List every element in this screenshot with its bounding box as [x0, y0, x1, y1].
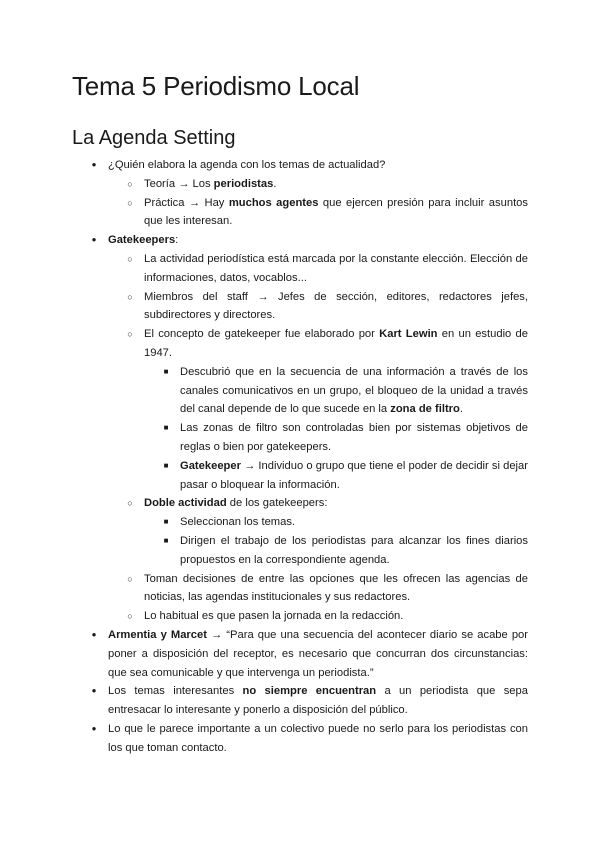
- document-body: [72, 156, 528, 758]
- list-item: ● ¿Quién elabora la agenda con los temas de actualidad? ○ Teoría → Los periodistas. ○ Práctica → Hay muchos agentes que ejercen presión para incluir asuntos que les interesan.: [108, 156, 528, 231]
- sub-sub-list: [144, 363, 528, 495]
- list-item: ○ Toman decisiones de entre las opciones que les ofrecen las agencias de noticias, las agendas institucionales y sus redactores.: [144, 570, 528, 608]
- list-item: ○ Doble actividad de los gatekeepers: ■ Seleccionan los temas. ■ Dirigen el trabajo de los periodistas para alcanzar los fines diarios propuestos en la correspondiente agenda.: [144, 494, 528, 569]
- list-item: ○ Teoría → Los periodistas.: [144, 175, 528, 194]
- list-item: ● Gatekeepers: ○ La actividad periodística está marcada por la constante elección. Elección de informaciones, datos, vocablos... ○ Miembros del staff → Jefes de sección, editores, redactores jefes, subdirectores y directores. ○ El concepto de gatekeeper fue elaborado por Kart Lewin en un estudio de 1947. ■ Descubrió que en la secuencia de una información a través de los canales comunicativos en un grupo, el bloqueo de la unidad a través del canal depende de lo que sucede en la zona de filtro. ■ Las zonas de filtro son controladas bien por sistemas objetivos de reglas o bien por gatekeepers. ■ Gatekeeper → Individuo o grupo que tiene el poder de decidir si dejar pasar o bloquear la información. ○ Doble actividad de los gatekeepers: ■ Seleccionan los temas. ■ Dirigen el trabajo de los periodistas para alcanzar los fines diarios propuestos en la correspondiente agenda. ○ Toman decisiones de entre las opciones que les ofrecen las agencias de noticias, las agendas institucionales y sus redactores. ○ Lo habitual es que pasen la jornada en la redacción.: [108, 231, 528, 626]
- list-item: ○ Lo habitual es que pasen la jornada en la redacción.: [144, 607, 528, 626]
- list-item: ■ Dirigen el trabajo de los periodistas para alcanzar los fines diarios propuestos en la correspondiente agenda.: [180, 532, 528, 570]
- list-item: ■ Descubrió que en la secuencia de una información a través de los canales comunicativos en un grupo, el bloqueo de la unidad a través del canal depende de lo que sucede en la zona de filtro.: [180, 363, 528, 419]
- list-item: ■ Gatekeeper → Individuo o grupo que tiene el poder de decidir si dejar pasar o bloquear la información.: [180, 457, 528, 495]
- bullet-list: [72, 156, 528, 758]
- page-title: Tema 5 Periodismo Local: [72, 71, 360, 101]
- sub-sub-list: [144, 513, 528, 569]
- list-item: ○ Miembros del staff → Jefes de sección, editores, redactores jefes, subdirectores y directores.: [144, 288, 528, 326]
- list-item: ■ Seleccionan los temas.: [180, 513, 528, 532]
- list-item: ○ Práctica → Hay muchos agentes que ejercen presión para incluir asuntos que les interesan.: [144, 194, 528, 232]
- sub-list: [108, 175, 528, 231]
- list-item: ● Lo que le parece importante a un colectivo puede no serlo para los periodistas con los que toman contacto.: [108, 720, 528, 758]
- list-item: ● Los temas interesantes no siempre encuentran a un periodista que sepa entresacar lo interesante y ponerlo a disposición del público.: [108, 682, 528, 720]
- section-heading: La Agenda Setting: [72, 127, 236, 149]
- sub-list: [108, 250, 528, 626]
- list-item: ○ La actividad periodística está marcada por la constante elección. Elección de informaciones, datos, vocablos...: [144, 250, 528, 288]
- list-item: ○ El concepto de gatekeeper fue elaborado por Kart Lewin en un estudio de 1947. ■ Descubrió que en la secuencia de una información a través de los canales comunicativos en un grupo, el bloqueo de la unidad a través del canal depende de lo que sucede en la zona de filtro. ■ Las zonas de filtro son controladas bien por sistemas objetivos de reglas o bien por gatekeepers. ■ Gatekeeper → Individuo o grupo que tiene el poder de decidir si dejar pasar o bloquear la información.: [144, 325, 528, 494]
- list-item: ● Armentia y Marcet → “Para que una secuencia del acontecer diario se acabe por poner a disposición del receptor, es necesario que concurran dos circunstancias: que sea comunicable y que intervenga un periodista.”: [108, 626, 528, 682]
- list-item: ■ Las zonas de filtro son controladas bien por sistemas objetivos de reglas o bien por gatekeepers.: [180, 419, 528, 457]
